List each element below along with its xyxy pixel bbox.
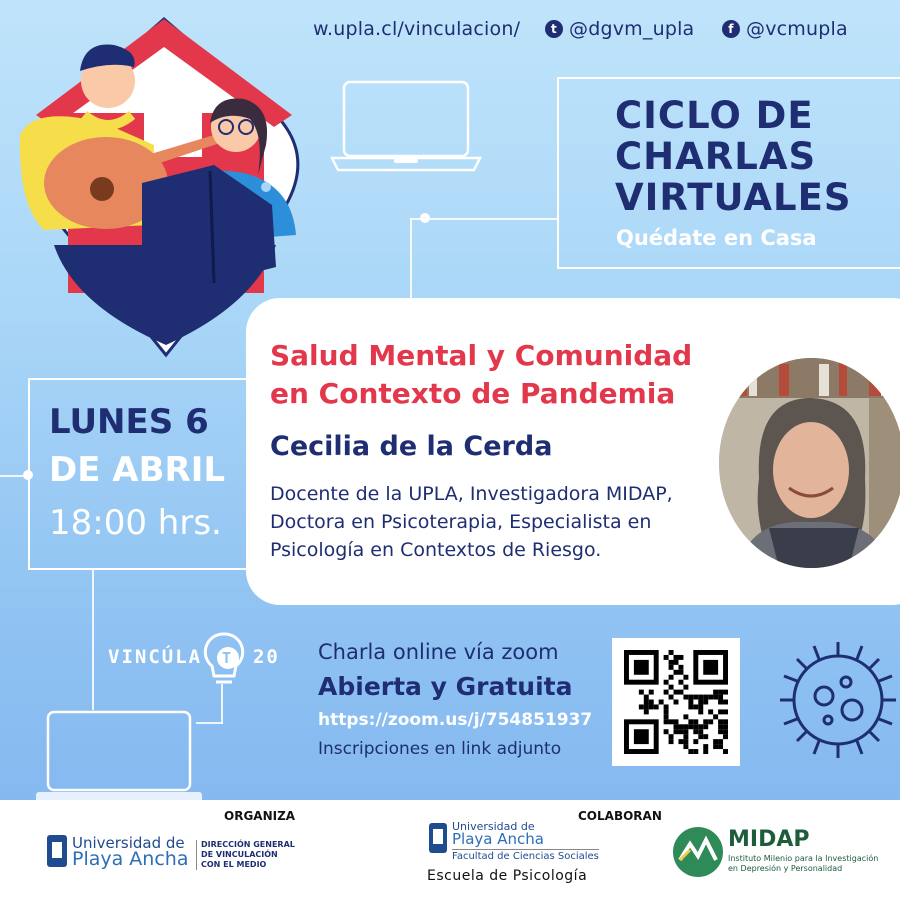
speaker-bio <box>270 480 720 564</box>
midap-sub-line: Instituto Milenio para la Investigación <box>728 854 879 863</box>
vincula-mark: T <box>217 647 239 669</box>
event-month: DE ABRIL <box>49 450 226 490</box>
talk-title <box>270 337 740 413</box>
circuit-line <box>221 684 223 724</box>
event-day: LUNES 6 <box>49 402 209 442</box>
midap-name: MIDAP <box>728 827 810 852</box>
midap-logo-icon <box>672 826 724 878</box>
lightbulb-icon <box>200 630 248 690</box>
page-title <box>615 95 895 218</box>
organiza-label: ORGANIZA <box>224 809 296 823</box>
speaker-photo <box>719 358 900 568</box>
upla-crest-icon <box>46 834 68 868</box>
bio-line: Psicología en Contextos de Riesgo. <box>270 539 602 561</box>
colaboran-label: COLABORAN <box>578 809 662 823</box>
page-subtitle: Quédate en Casa <box>616 226 817 250</box>
bio-line: Doctora en Psicoterapia, Especialista en <box>270 511 652 533</box>
facebook-handle[interactable] <box>722 18 848 40</box>
vincula-year: 20 <box>252 646 280 668</box>
title-line: CHARLAS <box>615 135 817 178</box>
qr-code-graphic <box>624 650 728 754</box>
circuit-line <box>410 218 412 298</box>
event-time: 18:00 hrs. <box>49 503 222 543</box>
qr-code[interactable] <box>612 638 740 766</box>
circuit-line <box>410 218 557 220</box>
school-name: Escuela de Psicología <box>427 868 588 884</box>
upla2-name-line1: Universidad de <box>452 820 535 833</box>
dgv-line: DIRECCIÓN GENERAL <box>201 840 295 849</box>
speaker-name: Cecilia de la Cerda <box>270 431 553 462</box>
laptop-outline-icon <box>330 78 482 174</box>
twitter-handle-text: @dgvm_upla <box>569 18 695 40</box>
vincula-logo <box>108 646 280 669</box>
event-access: Abierta y Gratuita <box>318 672 573 701</box>
virus-icon <box>776 638 900 762</box>
title-line: VIRTUALES <box>615 176 852 219</box>
twitter-handle[interactable] <box>545 18 694 40</box>
upla-name-line2: Playa Ancha <box>72 848 189 870</box>
title-line: CICLO DE <box>615 94 814 137</box>
circuit-node <box>420 213 430 223</box>
upla-name-line1: Universidad de <box>72 834 185 852</box>
midap-subtitle <box>728 854 888 874</box>
talk-title-line: en Contexto de Pandemia <box>270 377 676 410</box>
dgv-line: DE VINCULACIÓN <box>201 850 278 859</box>
circuit-line <box>92 570 94 710</box>
website-url[interactable]: w.upla.cl/vinculacion/ <box>313 18 521 40</box>
facebook-handle-text: @vcmupla <box>746 18 848 40</box>
facebook-icon: f <box>722 20 740 38</box>
talk-title-line: Salud Mental y Comunidad <box>270 339 693 372</box>
registration-note: Inscripciones en link adjunto <box>318 739 562 759</box>
midap-sub-line: en Depresión y Personalidad <box>728 864 843 873</box>
bio-line: Docente de la UPLA, Investigadora MIDAP, <box>270 483 673 505</box>
twitter-icon: t <box>545 20 563 38</box>
vincula-text: VINCÚLA <box>108 646 203 668</box>
upla-crest-icon <box>428 822 448 854</box>
event-mode: Charla online vía zoom <box>318 640 559 664</box>
upla2-name-line2: Playa Ancha <box>452 830 544 848</box>
dgv-label <box>196 840 295 870</box>
laptop-icon <box>36 710 202 810</box>
faculty-label: Facultad de Ciencias Sociales <box>452 851 599 862</box>
zoom-link[interactable]: https://zoom.us/j/754851937 <box>318 710 593 730</box>
dgv-line: CON EL MEDIO <box>201 860 267 869</box>
